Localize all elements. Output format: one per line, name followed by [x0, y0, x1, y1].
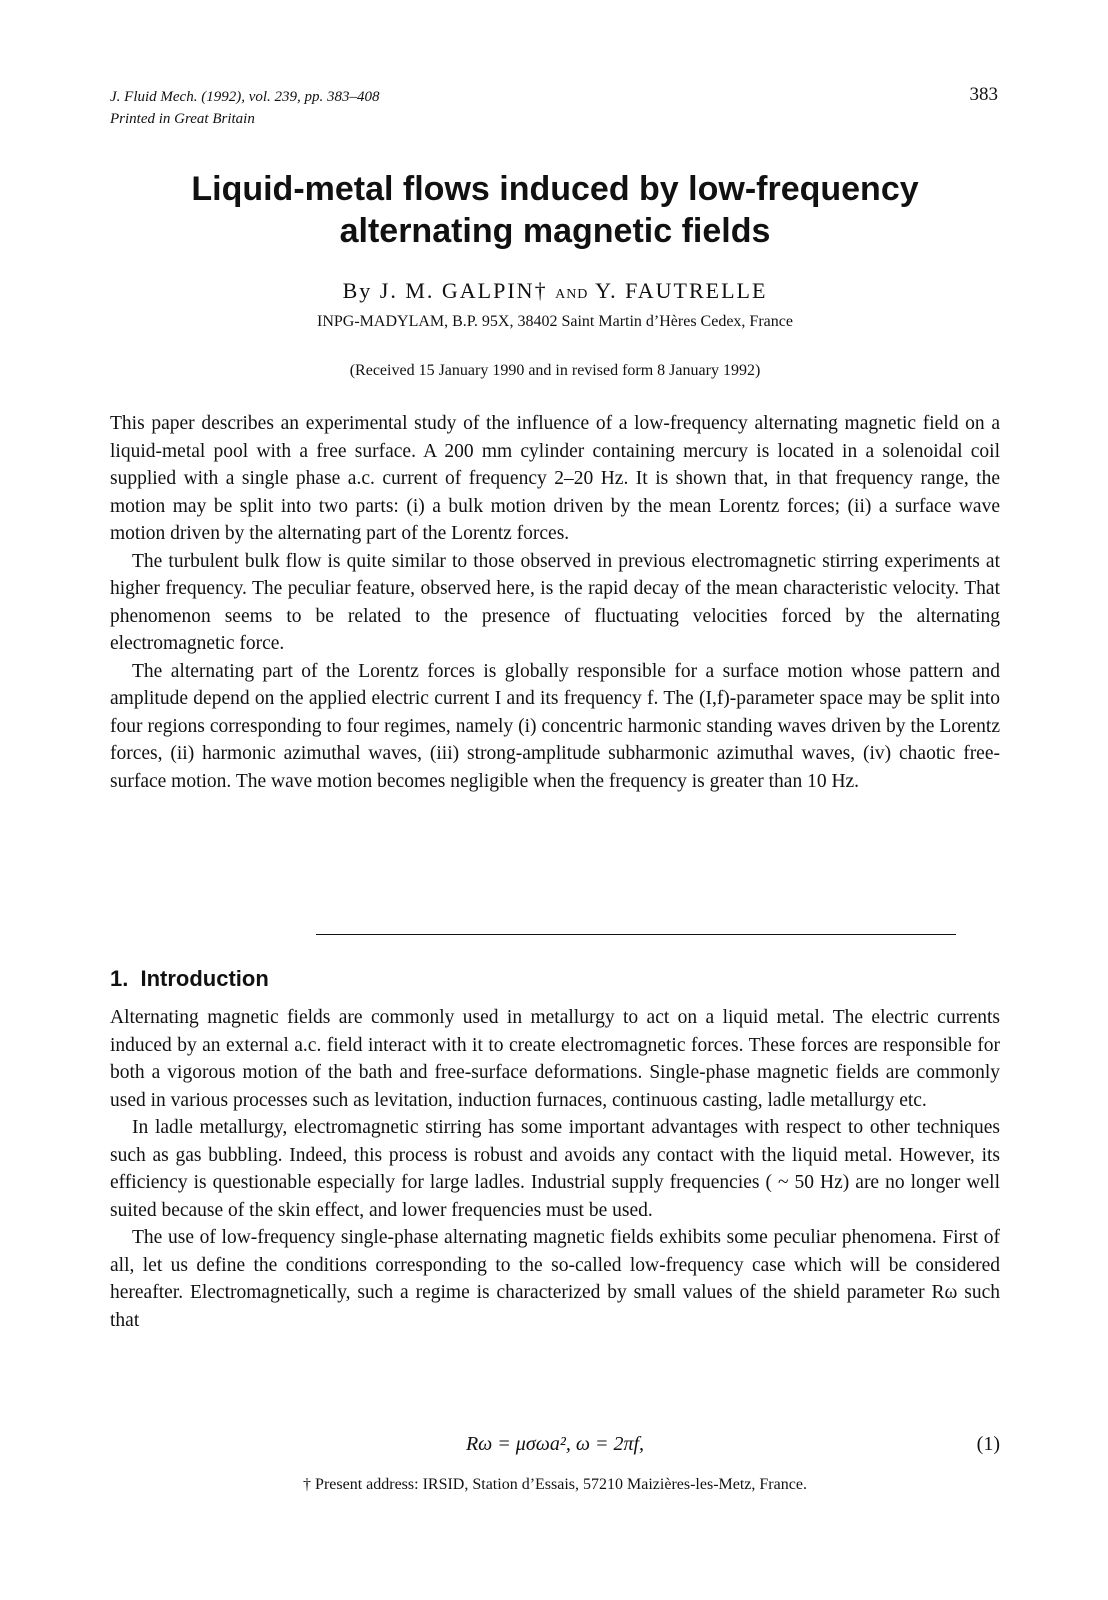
author-galpin: J. M. GALPIN†	[379, 278, 548, 303]
abstract	[110, 410, 1000, 795]
printed-note: Printed in Great Britain	[110, 111, 255, 127]
paper-title	[110, 168, 1000, 252]
title-line-1: Liquid-metal flows induced by low-frequency	[191, 170, 919, 208]
author-line	[110, 278, 1000, 304]
section-title: Introduction	[140, 966, 269, 991]
author-conjunction: AND	[555, 287, 589, 302]
equation-number: (1)	[976, 1433, 1000, 1455]
abstract-paragraph-2: The turbulent bulk flow is quite similar to those observed in previous electromagnetic stirring experiments at higher frequency. The peculiar feature, observed here, is the rapid decay of the mean characteristic velocity. That phenomenon seems to be related to the presence of fluctuating velocities forced by the alternating electromagnetic force.	[110, 550, 1000, 654]
introduction-body	[110, 1004, 1000, 1334]
intro-paragraph-3: The use of low-frequency single-phase alternating magnetic fields exhibits some peculiar phenomena. First of all, let us define the conditions corresponding to the so-called low-frequency case which will be considered hereafter. Electromagnetically, such a regime is characterized by small values of the shield parameter Rω such that	[110, 1227, 1000, 1331]
received-dates: (Received 15 January 1990 and in revised form 8 January 1992)	[349, 362, 761, 379]
author-fautrelle: Y. FAUTRELLE	[595, 278, 768, 303]
section-heading	[110, 966, 269, 992]
section-divider	[316, 934, 956, 935]
footnote: † Present address: IRSID, Station d’Essais, 57210 Maizières-les-Metz, France.	[303, 1476, 807, 1493]
running-header	[110, 86, 380, 130]
page-number: 383	[969, 84, 998, 105]
abstract-paragraph-3: The alternating part of the Lorentz forces is globally responsible for a surface motion whose pattern and amplitude depend on the applied electric current I and its frequency f. The (I,f)-parameter space may be split into four regions corresponding to four regimes, namely (i) concentric harmonic standing waves driven by the Lorentz forces, (ii) harmonic azimuthal waves, (iii) strong-amplitude subharmonic azimuthal waves, (iv) chaotic free-surface motion. The wave motion becomes negligible when the frequency is greater than 10 Hz.	[110, 660, 1000, 792]
title-line-2: alternating magnetic fields	[339, 212, 771, 250]
equation-expression: Rω = μσωa², ω = 2πf,	[465, 1433, 645, 1455]
abstract-paragraph-1: This paper describes an experimental study of the influence of a low-frequency alternating magnetic field on a liquid-metal pool with a free surface. A 200 mm cylinder containing mercury is located in a solenoidal coil supplied with a single phase a.c. current of frequency 2–20 Hz. It is shown that, in that frequency range, the motion may be split into two parts: (i) a bulk motion driven by the mean Lorentz forces; (ii) a surface wave motion driven by the alternating part of the Lorentz forces.	[110, 413, 1000, 544]
affiliation: INPG-MADYLAM, B.P. 95X, 38402 Saint Martin d’Hères Cedex, France	[317, 313, 793, 330]
journal-citation: J. Fluid Mech. (1992), vol. 239, pp. 383–408	[110, 89, 380, 105]
intro-paragraph-1: Alternating magnetic fields are commonly used in metallurgy to act on a liquid metal. The electric currents induced by an external a.c. field interact with it to create electromagnetic forces. These forces are responsible for both a vigorous motion of the bath and free-surface deformations. Single-phase magnetic fields are commonly used in various processes such as levitation, induction furnaces, continuous casting, ladle metallurgy etc.	[110, 1007, 1000, 1111]
intro-paragraph-2: In ladle metallurgy, electromagnetic stirring has some important advantages with respect to other techniques such as gas bubbling. Indeed, this process is robust and avoids any contact with the liquid metal. However, its efficiency is questionable especially for large ladles. Industrial supply frequencies ( ~ 50 Hz) are no longer well suited because of the skin effect, and lower frequencies must be used.	[110, 1117, 1000, 1221]
section-number: 1.	[110, 966, 129, 991]
by-label: By	[342, 278, 373, 303]
